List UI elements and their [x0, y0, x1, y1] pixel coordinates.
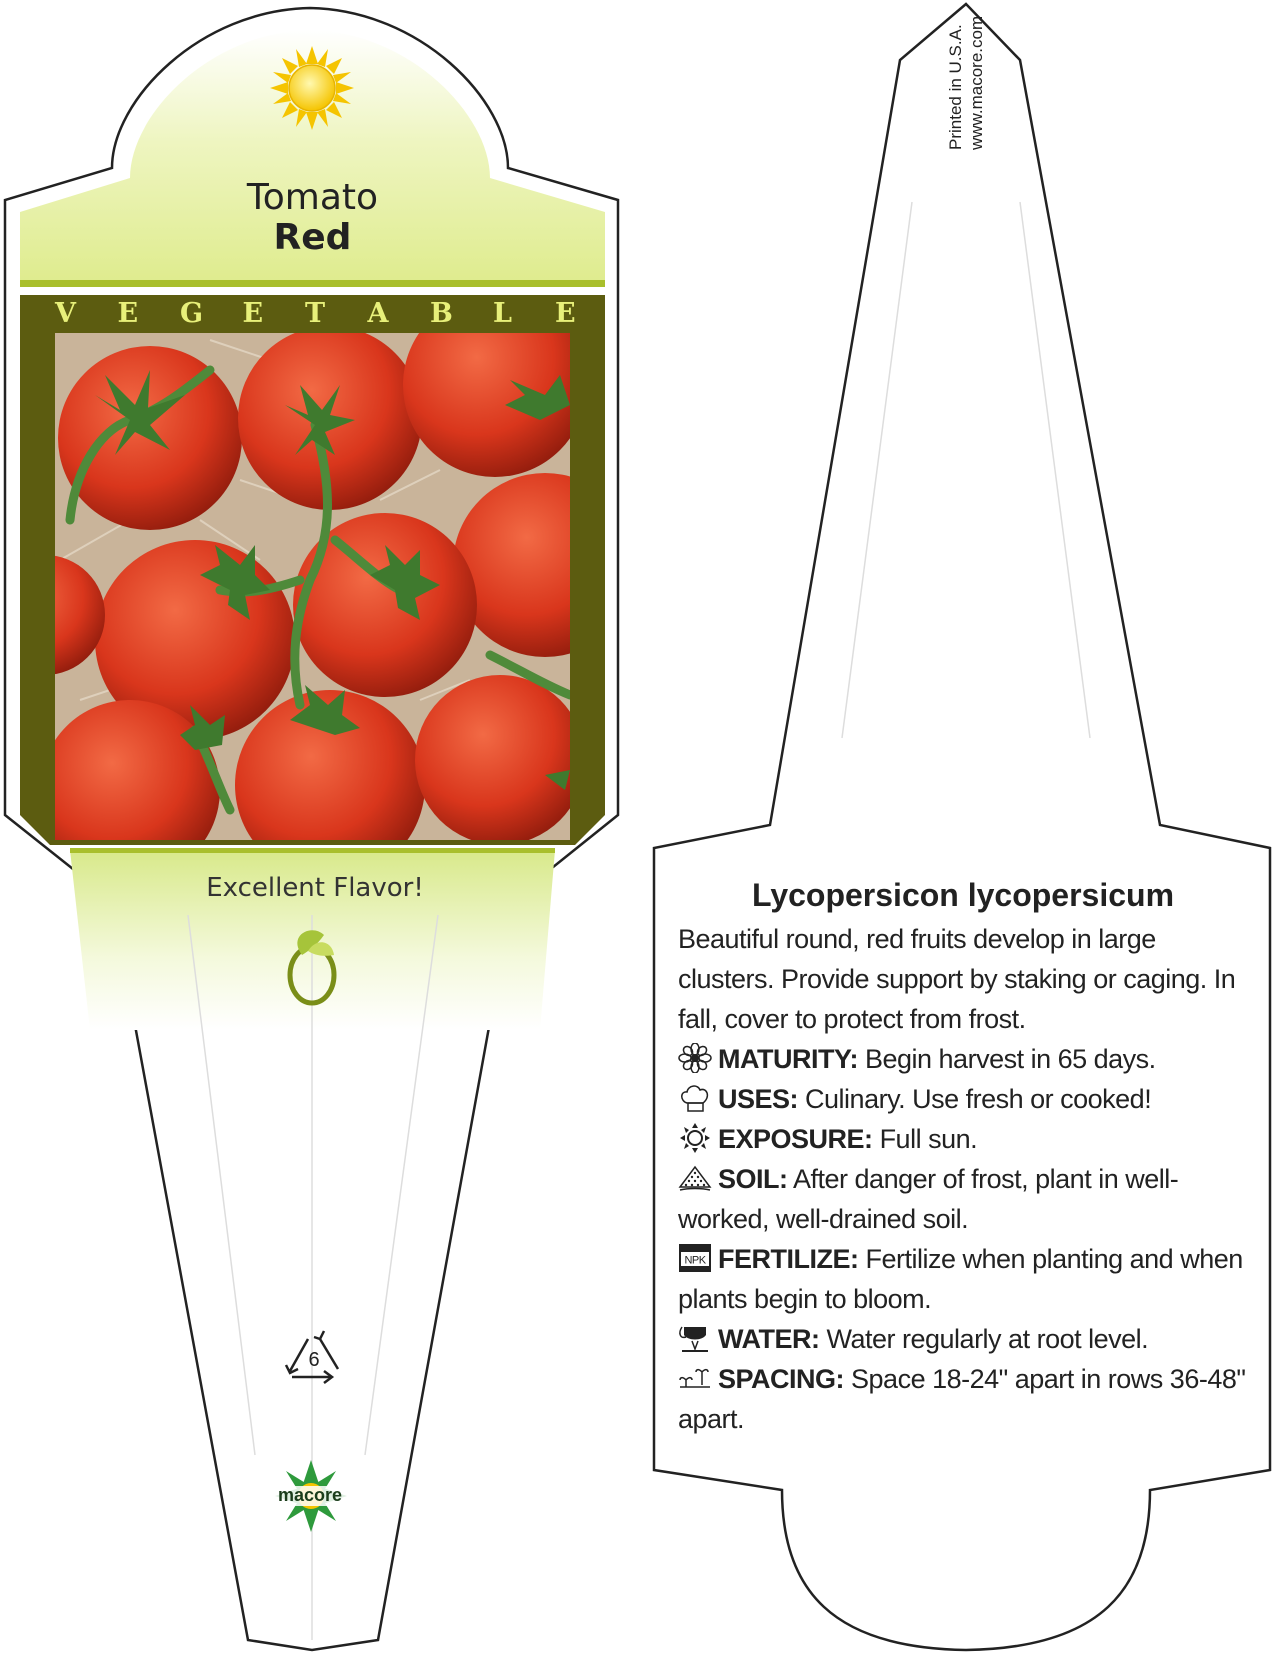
care-row-maturity — [678, 1039, 1248, 1079]
care-label: SOIL: — [718, 1164, 788, 1194]
care-text: Culinary. Use fresh or cooked! — [805, 1084, 1152, 1114]
category-letter: G — [180, 298, 204, 329]
care-label: FERTILIZE: — [718, 1244, 859, 1274]
category-letter: E — [555, 298, 576, 329]
category-letter: E — [117, 298, 139, 329]
tagline: Excellent Flavor! — [206, 873, 424, 903]
care-info — [678, 875, 1248, 1439]
sun-icon — [270, 46, 354, 130]
variety-name: Red — [273, 217, 352, 258]
care-text: Water regularly at root level. — [826, 1324, 1149, 1354]
product-photo — [0, 293, 637, 880]
care-row-uses — [678, 1079, 1248, 1119]
care-row-fertilize — [678, 1239, 1248, 1319]
care-label: MATURITY: — [718, 1044, 858, 1074]
npk-text: NPK — [684, 1254, 706, 1267]
brand-name: macore — [277, 1485, 343, 1505]
category-letter: V — [55, 298, 76, 329]
category-label — [55, 298, 575, 329]
category-letter: L — [493, 298, 512, 329]
website: www.macore.com — [967, 15, 986, 150]
care-row-water — [678, 1319, 1248, 1359]
chef-hat-icon — [678, 1083, 712, 1113]
description: Beautiful round, red fruits develop in large clusters. Provide support by staking or caging. In fall, cover to protect from frost. — [678, 924, 1236, 1034]
care-text: Fertilize when planting and when plants begin to bloom. — [678, 1244, 1243, 1314]
common-name: Tomato — [246, 177, 379, 218]
care-row-spacing — [678, 1359, 1248, 1439]
care-label: WATER: — [718, 1324, 820, 1354]
printer-info — [945, 16, 987, 150]
care-text: Begin harvest in 65 days. — [864, 1044, 1156, 1074]
watering-can-icon — [678, 1323, 712, 1353]
latin-name: Lycopersicon lycopersicum — [751, 877, 1175, 913]
category-letter: B — [430, 298, 453, 329]
care-text: Space 18-24" apart in rows 36-48" apart. — [678, 1364, 1246, 1434]
printed-in: Printed in U.S.A. — [946, 24, 965, 150]
care-row-soil — [678, 1159, 1248, 1239]
category-letter: T — [305, 298, 326, 329]
sun-icon — [678, 1123, 712, 1153]
category-letter: A — [367, 298, 389, 329]
care-label: SPACING: — [718, 1364, 845, 1394]
care-label: USES: — [718, 1084, 799, 1114]
care-text: After danger of frost, plant in well-worked, well-drained soil. — [678, 1164, 1179, 1234]
recycle-code: 6 — [308, 1349, 320, 1371]
seedling-icon — [678, 1363, 712, 1393]
category-letter: E — [242, 298, 264, 329]
care-text: Full sun. — [879, 1124, 978, 1154]
flower-icon — [678, 1043, 712, 1073]
care-row-exposure — [678, 1119, 1248, 1159]
npk-icon — [678, 1243, 712, 1273]
care-label: EXPOSURE: — [718, 1124, 873, 1154]
soil-icon — [678, 1163, 712, 1193]
